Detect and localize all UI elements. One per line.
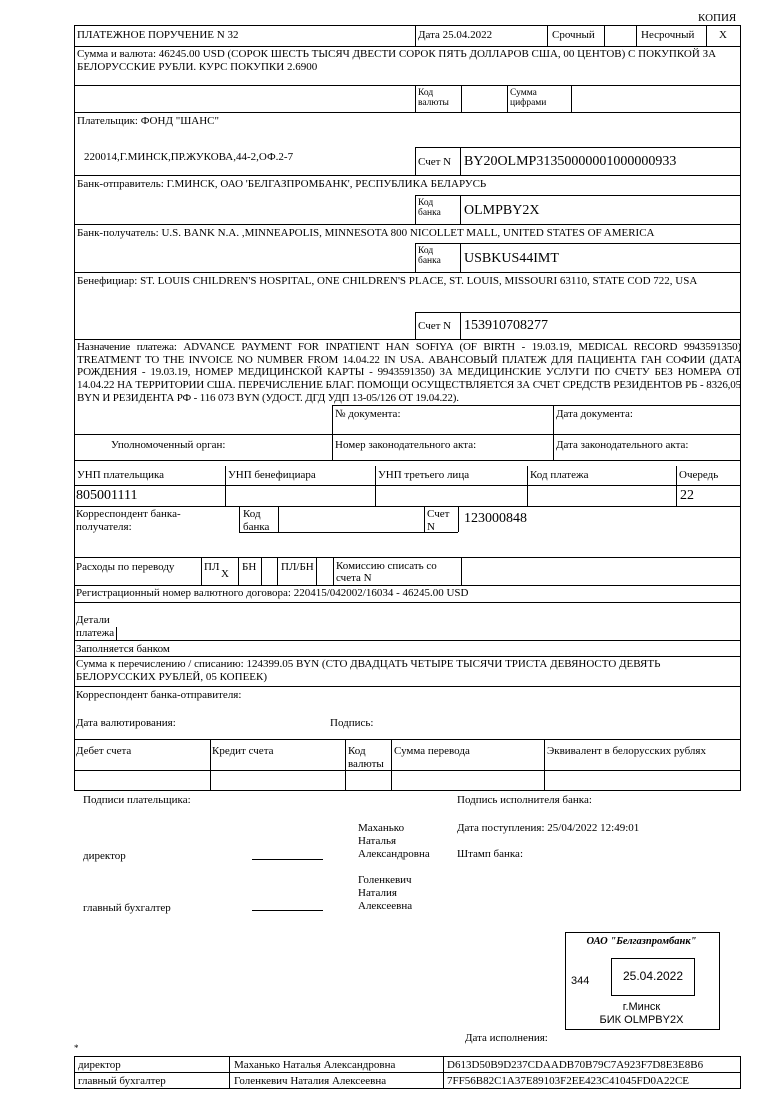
byn-equivalent-label: Эквивалент в белорусских рублях bbox=[547, 745, 706, 757]
order-date: Дата 25.04.2022 bbox=[418, 29, 493, 41]
stamp-date: 25.04.2022 bbox=[622, 969, 684, 983]
stamp-bik: БИК OLMPBY2X bbox=[599, 1014, 684, 1026]
sum-digits-label: Сумма цифрами bbox=[510, 88, 547, 108]
non-urgent-label: Несрочный bbox=[641, 29, 695, 41]
filled-by-bank: Заполняется банком bbox=[76, 643, 170, 655]
correspondent-label: Корреспондент банка-получателя: bbox=[76, 508, 181, 533]
payment-code-label: Код платежа bbox=[530, 469, 589, 481]
accountant-name-3: Алексеевна bbox=[358, 900, 413, 912]
doc-number-label: № документа: bbox=[335, 408, 401, 420]
beneficiary: Бенефициар: ST. LOUIS CHILDREN'S HOSPITAL, ONE CHILDREN'S PLACE, ST. LOUIS, MISSOURI 63110, STATE COD 722, USA bbox=[77, 275, 698, 287]
payer-account: BY20OLMP31350000001000000933 bbox=[464, 154, 677, 169]
bank-signature-label: Подпись исполнителя банка: bbox=[457, 794, 592, 806]
authority-label: Уполномоченный орган: bbox=[111, 439, 226, 451]
receiver-bank: Банк-получатель: U.S. BANK N.A. ,MINNEAPOLIS, MINNESOTA 800 NICOLLET MALL, UNITED STATES OF AMERICA bbox=[77, 227, 655, 239]
transfer-sum-label: Сумма перевода bbox=[394, 745, 470, 757]
charges-pl-mark: X bbox=[221, 568, 229, 580]
credit-label: Кредит счета bbox=[212, 745, 274, 757]
footer-role: главный бухгалтер bbox=[78, 1075, 166, 1087]
director-signature-line bbox=[252, 859, 323, 860]
footer-name: Маханько Наталья Александровна bbox=[234, 1059, 396, 1071]
director-label: директор bbox=[83, 850, 126, 862]
footer-role: директор bbox=[78, 1059, 121, 1071]
charges-plbn: ПЛ/БН bbox=[281, 561, 314, 573]
payment-purpose: Назначение платежа: ADVANCE PAYMENT FOR INPATIENT HAN SOFIYA (OF BIRTH - 19.03.19, MEDICAL RECORD 9943591350) TREATMENT TO THE INVOICE NO NUMBER FROM 14.04.22 IN USA. АВАНСОВЫЙ ПЛАТЕЖ ДЛЯ ПАЦИЕНТА ГАН СОФИИ (ДАТА РОЖДЕНИЯ - 19.03.19, НОМЕР МЕДИЦИНСКОЙ КАРТЫ - 9943591350) ЗА МЕДИЦИНСКИЕ УСЛУГИ ПО СЧЕТУ БЕЗ НОМЕРА ОТ 14.04.22 НА ТЕРРИТОРИИ США. ПЕРЕЧИСЛЕНИЕ БЛАГ. ПОМОЩИ ОСУЩЕСТВЛЯЕТСЯ ЗА СЧЕТ СРЕДСТВ РЕЗИДЕНТОВ РБ - 8326,05 BYN И РЕЗИДЕНТА РФ - 116 073 BYN (УДОСТ. ДГД УДП 13-05/126 ОТ 19.04.22). bbox=[77, 341, 741, 404]
director-name-2: Наталья bbox=[358, 835, 397, 847]
value-date-label: Дата валютирования: bbox=[76, 717, 176, 729]
beneficiary-account: 153910708277 bbox=[464, 318, 548, 333]
bank-stamp bbox=[565, 932, 720, 1030]
act-date-label: Дата законодательного акта: bbox=[556, 439, 689, 451]
execution-date-label: Дата исполнения: bbox=[465, 1032, 548, 1044]
payer-signatures-label: Подписи плательщика: bbox=[83, 794, 191, 806]
payer-address: 220014,Г.МИНСК,ПР.ЖУКОВА,44-2,ОФ.2-7 bbox=[84, 151, 294, 163]
payer-name: Плательщик: ФОНД "ШАНС" bbox=[77, 115, 220, 127]
debit-label: Дебет счета bbox=[76, 745, 132, 757]
stamp-date-box bbox=[611, 958, 695, 996]
stamp-city: г.Минск bbox=[622, 1001, 661, 1013]
footer-name: Голенкевич Наталия Алексеевна bbox=[234, 1075, 387, 1087]
doc-date-label: Дата документа: bbox=[556, 408, 633, 420]
received-date: Дата поступления: 25/04/2022 12:49:01 bbox=[457, 822, 640, 834]
page-title: ПЛАТЕЖНОЕ ПОРУЧЕНИЕ N 32 bbox=[77, 29, 239, 41]
payer-account-label: Счет N bbox=[418, 156, 452, 168]
receiver-bank-code-label: Код банка bbox=[418, 246, 441, 266]
ledger-currency-code: Код валюты bbox=[348, 745, 384, 770]
act-number-label: Номер законодательного акта: bbox=[335, 439, 477, 451]
unp-payer-value: 805001111 bbox=[76, 488, 138, 503]
payment-details-label: Детали платежа bbox=[76, 614, 115, 639]
unp-beneficiary-label: УНП бенефициара bbox=[228, 469, 316, 481]
charges-bn: БН bbox=[242, 561, 257, 573]
accountant-name-1: Голенкевич bbox=[358, 874, 412, 886]
sender-bank: Банк-отправитель: Г.МИНСК, ОАО 'БЕЛГАЗПРОМБАНК', РЕСПУБЛИКА БЕЛАРУСЬ bbox=[77, 178, 487, 190]
accountant-label: главный бухгалтер bbox=[83, 902, 171, 914]
queue-label: Очередь bbox=[679, 469, 719, 481]
footer-hash: 7FF56B82C1A37E89103F2EE423C41045FD0A22CE bbox=[447, 1075, 690, 1087]
accountant-name-2: Наталия bbox=[358, 887, 397, 899]
charges-label: Расходы по переводу bbox=[76, 561, 175, 573]
currency-code-label: Код валюты bbox=[418, 88, 449, 108]
director-name-1: Маханько bbox=[358, 822, 405, 834]
footer-hash: D613D50B9D237CDAADB70B79C7A923F7D8E3E8B6 bbox=[447, 1059, 704, 1071]
correspondent-account: 123000848 bbox=[464, 511, 527, 526]
commission-label: Комиссию списать со счета N bbox=[336, 560, 437, 585]
urgent-label: Срочный bbox=[552, 29, 595, 41]
correspondent-account-label: Счет N bbox=[427, 508, 450, 533]
beneficiary-account-label: Счет N bbox=[418, 320, 452, 332]
queue-value: 22 bbox=[680, 488, 694, 503]
transfer-sum: Сумма к перечислению / списанию: 124399.05 BYN (СТО ДВАДЦАТЬ ЧЕТЫРЕ ТЫСЯЧИ ТРИСТА ДЕВЯНОСТО ДЕВЯТЬ БЕЛОРУССКИХ РУБЛЕЙ, 05 КОПЕЕК) bbox=[76, 658, 661, 683]
sender-bank-code: OLMPBY2X bbox=[464, 203, 540, 218]
sender-bank-code-label: Код банка bbox=[418, 198, 441, 218]
signature-label: Подпись: bbox=[330, 717, 374, 729]
unp-payer-label: УНП плательщика bbox=[77, 469, 165, 481]
director-name-3: Александровна bbox=[358, 848, 430, 860]
copy-label: КОПИЯ bbox=[698, 12, 737, 24]
amount-text: Сумма и валюта: 46245.00 USD (СОРОК ШЕСТЬ ТЫСЯЧ ДВЕСТИ СОРОК ПЯТЬ ДОЛЛАРОВ США, 00 ЦЕНТОВ) С ПОКУПКОЙ ЗА БЕЛОРУССКИЕ РУБЛИ. КУРС ПОКУПКИ 2.6900 bbox=[77, 48, 717, 73]
contract-number: Регистрационный номер валютного договора: 220415/042002/16034 - 46245.00 USD bbox=[76, 587, 469, 599]
stamp-bank-name: ОАО "Белгазпромбанк" bbox=[586, 936, 697, 947]
charges-pl: ПЛ bbox=[204, 561, 220, 573]
stamp-number: 344 bbox=[571, 975, 590, 987]
sender-correspondent: Корреспондент банка-отправителя: bbox=[76, 689, 242, 701]
receiver-bank-code: USBKUS44IMT bbox=[464, 251, 559, 266]
unp-third-label: УНП третьего лица bbox=[378, 469, 470, 481]
asterisk: * bbox=[74, 1043, 79, 1053]
accountant-signature-line bbox=[252, 910, 323, 911]
non-urgent-mark: X bbox=[719, 29, 727, 41]
correspondent-code-label: Код банка bbox=[243, 508, 270, 533]
bank-stamp-label: Штамп банка: bbox=[457, 848, 523, 860]
